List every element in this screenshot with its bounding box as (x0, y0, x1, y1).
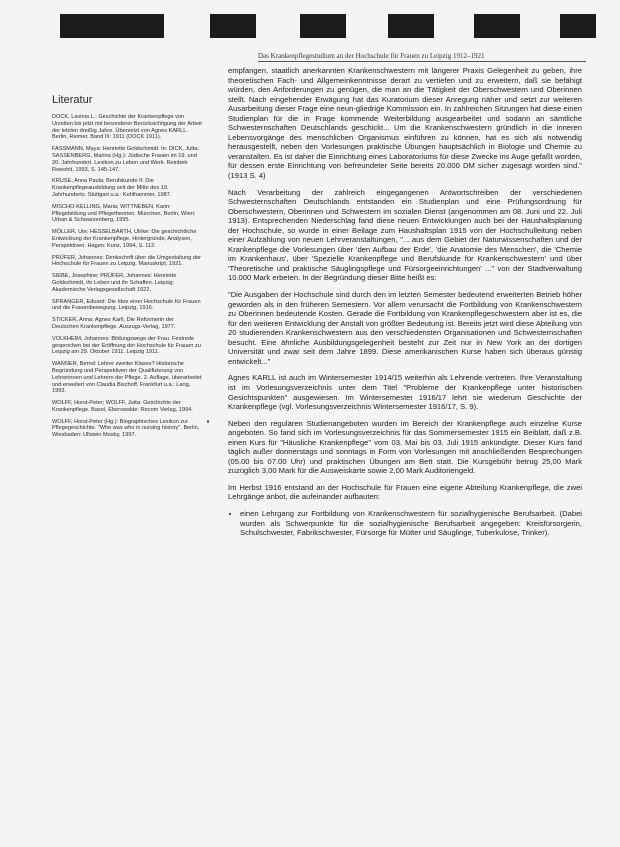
course-list (228, 509, 582, 538)
scan-mark (60, 14, 164, 38)
body-paragraph: empfangen, staatlich anerkannten Krankenschwestern mit längerer Praxis Gelegenheit zu geben, ihre theoretischen Fach- und Allgemeinkenntnisse derart zu vertiefen und zu erweitern, daß sie befähigt würden, den Anforderungen zu genügen, die man an die Tätigkeit der Oberschwestern und Oberinnen stellt. Nach eingehender Erwägung hat das Kuratorium dieser Anregung näher und setzt zur weiteren Ausarbeitung dieser Frage eine neun-gliedrige Kommission ein. In zahlreichen Sitzungen hat diese einen Studienplan für die in Frage kommende Weiterbildung ausgearbeitet und sodann an sämtliche Schwesternschaften Deutschlands geschickt... Um die Krankenschwestern gründlich in die inneren Lebensvorgänge des menschlichen Organismus einführen zu können, hat es sich als notwendig herausgestellt, neben den Vorlesungen praktische Übungen hauptsächlich in Biologie und Chemie zu veranstalten. Es ist daher die Einrichtung eines Laboratoriums für diese Zwecke ins Auge gefaßt worden, für dessen erste Einrichtung von befreundeter Seite bereits 20.000 DM sicher zugesagt worden sind." (1913 S. 4) (228, 66, 582, 181)
bibliography-entry: WOLFF, Horst-Peter; WOLFF, Jutta: Geschichte der Krankenpflege. Basel, Eberswalde: Recom Verlag, 1994. (52, 400, 193, 413)
scan-mark (300, 14, 346, 38)
body-paragraph: Nach Verarbeitung der zahlreich eingegangenen Antwortschreiben der verschiedenen Schwesternschaften Deutschlands entstanden ein Studienplan und eine Prüfungsordnung für Oberschwestern, Oberinnen und Schwestern im sozialen Dienst (angenommen am 08. Juni und 22. Juli 1913). Entsprechenden Niederschlag fand diese neuen Entwicklungen auch bei der Haushaltsplanung der Hochschule, so wurde in einer Beilage zum Haushaltsplan 1915 von der Hochschulleitung neben einer Aufzählung von neuen Lehrveranstaltungen, "... aus dem Gebiet der Naturwissenschaften und der Krankenpflege die Vorlesungen über 'den Aufbau der Erde', 'die Anatomie des Menschen', die 'Chemie im Krankenhaus', über 'Spezielle Krankenpflege und Berufskunde für Krankenschwestern' und über 'Theoretische und praktische Säuglingspflege und Fürsorgeeinrichtungen' ..." von der Stadtverwaltung 10.000 Mark erbeten. In der Begründung dieser Bitte heißt es: (228, 187, 582, 283)
scan-mark (474, 14, 520, 38)
bibliography-entry: PRÜFER, Johannes: Denkschrift über die Umgestaltung der Hochschule für Frauen zu Leipzig. Manuskript, 1921. (52, 254, 201, 268)
course-list-item: • einen Lehrgang zur Fortbildung von Krankenschwestern für sozialhygienische Berufsarbeit. (Dabei wurden als Schwerpunkte für die sozialhygienische Berufsarbeit angegeben: Kreisfürsorgerin, Schulschwester, Fabrikschwester, Fürsorge für Mütter und Säuglinge, Tuberkulose, Trinker). (240, 509, 582, 538)
bibliography-entry: DOCK, Lavinia L.: Geschichte der Krankenpflege von Urzeiten bis jetzt mit besonderer Berücksichtigung der Arbeit der letzten dreißig Jahre. Übersetzt von Agnes KARLL. Berlin, Reimer, Band III: 1911 (DOCK 1911). (52, 114, 202, 141)
bibliography-entry: VOLKHEIM, Johannes: Bildungswege der Frau. Festrede gesprochen bei der Eröffnung der Hochschule für Frauen zu Leipzig am 29. Oktober 1911. Leipzig 1911. (52, 335, 201, 356)
bibliography-entry: WANNER, Bernd: Lehrer zweiter Klasse? Historische Begründung und Perspektiven der Qualifizierung von Lehrerinnen und Lehrern der Pflege. 2. Auflage, überarbeitet und erweitert von Claudia Bischoff. Frankfurt u.a.: Lang, 1993. (52, 361, 202, 395)
scan-mark (388, 14, 434, 38)
scan-speck (207, 420, 209, 423)
running-header: Das Krankenpflegestudium an der Hochschule für Frauen zu Leipzig 1912–1921 (258, 52, 586, 62)
scan-mark (560, 14, 596, 38)
bibliography-entry: MÖLLER, Ute; HESSELBARTH, Ulrike: Die geschichtliche Entwicklung der Krankenpflege. Hintergründe, Analysen, Perspektiven. Hagen: Kunz, 1994, S. 112. (52, 229, 197, 249)
quoted-paragraph: "Die Ausgaben der Hochschule sind durch den im letzten Semester bedeutend erweiterten Betrieb höher geworden als in den früheren Semestern. Vor allem verursacht die Fortbildung von Krankenschwestern zu Oberinnen bedeutende Kosten. Gerade die Fortbildung von Krankenpflegeschwestern aber ist es, die für den weiteren Entwicklung der Anstalt von größter Bedeutung ist. Bereits jetzt wird diese Abteilung von 20 studierenden Krankenschwestern aus den verschiedensten Organisationen und Schwesternschaften besucht. Eine ähnliche Ausbildungsgelegenheit besteht zur Zeit nur in New York an der dortigen Universität und zwar seit dem Jahre 1899. Diese amerikanischen Kurse haben sich überaus günstig entwickelt..." (228, 290, 582, 366)
bibliography-entry: SIEBE, Josephine; PRÜFER, Johannes: Henriette Goldschmidt, ihr Leben und ihr Schaffen. Leipzig: Akademische Verlagsgesellschaft 1922. (52, 273, 177, 293)
main-text-column (228, 66, 582, 841)
body-paragraph: Im Herbst 1916 entstand an der Hochschule für Frauen eine eigene Abteilung Krankenpflege, die zwei Lehrgänge anbot, die aufeinander aufbauten: (228, 482, 582, 502)
scan-edge-marks (0, 0, 620, 44)
bibliography-entry: FASSMANN, Maya: Henriette Goldschmidt. In: DICK, Jutta; SASSENBERG, Marina (Hg.): Jüdische Frauen im 19. und 20. Jahrhundert. Lexikon zu Leben und Werk. Reinbek: Rowohlt, 1993, S. 145-147. (52, 146, 200, 173)
bibliography-heading: Literatur (52, 94, 93, 106)
body-paragraph: Neben den regulären Studienangeboten wurden im Bereich der Krankenpflege auch einzelne Kurse angeboten. So fand sich im Vorlesungsverzeichnis für das Sommersemester 1915 ein Beiblatt, daß z.B. einen Kurs für "Häusliche Krankenpflege" vom 03. Mai bis 03. Juli 1915 ankündigte. Dieser Kurs fand täglich außer donnerstags und sonntags in Form von Vorlesungen mit anschließenden Besprechungen (05.00 bis 07.00 Uhr) und praktischen Übungen am Bett statt. Die Kursgebühr betrug 25,00 Mark zuzüglich 3,00 Mark für die Ausweiskarte sowie 2,00 Mark Auditoriengeld. (228, 418, 582, 476)
bibliography-sidebar (52, 94, 202, 839)
bibliography-entry: WOLFF, Horst-Peter (Hg.): Biographisches Lexikon zur Pflegegeschichte. "Who was who in nursing history". Berlin, Wiesbaden: Ullstein Mosby, 1997. (52, 418, 200, 439)
scan-mark (210, 14, 256, 38)
bibliography-entry: STICKER, Anna: Agnes Karll, Die Reformerin der Deutschen Krankenpflege. Auszugs-Verlag, 1977. (52, 317, 176, 330)
bibliography-entry: SPRANGER, Eduard: Die Idee einer Hochschule für Frauen und die Frauenbewegung. Leipzig, 1916. (52, 298, 201, 312)
body-paragraph: Agnes KARLL ist auch im Wintersemester 1914/15 weiterhin als Lehrende vertreten. Ihre Veranstaltung ist im Vorlesungsverzeichnis unter dem Titel "Probleme der Krankenpflege unter historischen Gesichtspunkten" ausgewiesen. Im Wintersemester 1916/17 lehrt sie wiederum Geschichte der Krankenpflege (vgl. Vorlesungsverzeichnis Wintersemester 1916/17, S. 9). (228, 373, 582, 412)
bibliography-entry: KRUSE, Anna Paula: Berufskunde II: Die Krankenpflegeausbildung seit der Mitte des 19. Jahrhunderts. Stuttgart u.a.: Kohlhammer, 1987. (52, 178, 172, 198)
bibliography-entry: MISCHO-KELLING, Maria; WITTNEBEN, Karin: Pflegebildung und Pflegetheorien. München, Berlin, Wien: Urban & Schwarzenberg, 1995. (52, 203, 196, 224)
